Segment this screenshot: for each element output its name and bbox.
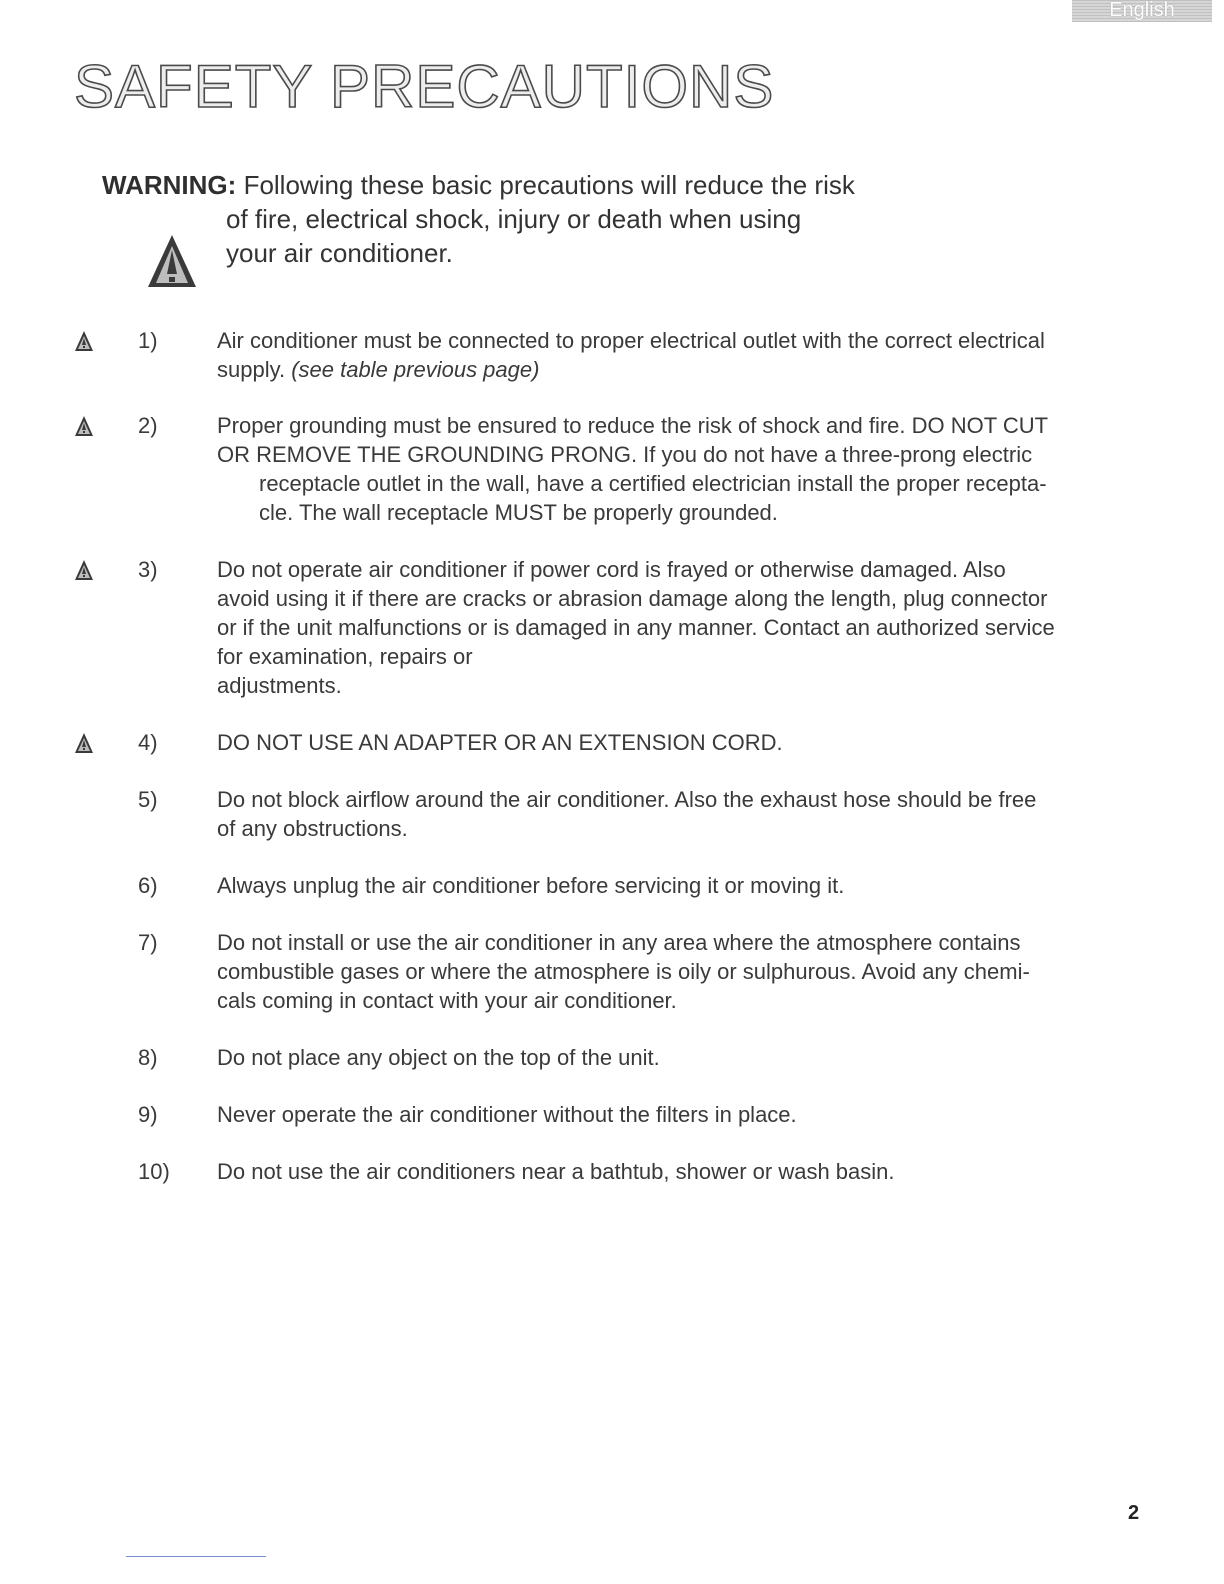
warning-triangle-icon — [74, 330, 94, 352]
page-number: 2 — [1128, 1502, 1140, 1524]
item-text — [217, 871, 1157, 900]
item-text — [217, 1100, 1157, 1129]
item-text-line: Proper grounding must be ensured to reduce the risk of shock and fire. DO NOT CUT — [217, 413, 1049, 438]
item-text-line: OR REMOVE THE GROUNDING PRONG. If you do not have a three-prong electric — [217, 442, 1033, 467]
item-text-line: avoid using it if there are cracks or abrasion damage along the length, plug connector — [217, 586, 1048, 611]
item-text-line: Always unplug the air conditioner before servicing it or moving it. — [217, 873, 845, 898]
item-text-line: Do not use the air conditioners near a bathtub, shower or wash basin. — [217, 1159, 895, 1184]
item-text-line: Never operate the air conditioner without the filters in place. — [217, 1102, 797, 1127]
warning-triangle-icon — [74, 415, 94, 437]
item-text — [217, 728, 1157, 757]
item-number: 10) — [138, 1159, 170, 1184]
item-number: 4) — [138, 730, 158, 755]
item-text-line: of any obstructions. — [217, 816, 408, 841]
item-lead-in: supply. — [217, 357, 292, 382]
item-text — [217, 928, 1157, 1015]
list-item — [0, 785, 1224, 843]
warning-text-line: your air conditioner. — [226, 238, 453, 268]
footer-rule — [126, 1556, 266, 1557]
item-text-line: cals coming in contact with your air conditioner. — [217, 988, 677, 1013]
page-title: SAFETY PRECAUTIONS — [74, 53, 775, 120]
language-tab: English — [1072, 0, 1212, 22]
item-number: 1) — [138, 328, 158, 353]
warning-line-1 — [102, 168, 1002, 202]
item-number: 2) — [138, 413, 158, 438]
item-text-line: cle. The wall receptacle MUST be properly grounded. — [259, 500, 778, 525]
item-text-line: DO NOT USE AN ADAPTER OR AN EXTENSION CORD. — [217, 730, 783, 755]
warning-text-line: of fire, electrical shock, injury or death when using — [226, 204, 802, 234]
list-item — [0, 728, 1224, 757]
item-text-line: Do not operate air conditioner if power cord is frayed or otherwise damaged. Also — [217, 557, 1006, 582]
item-text-line: or if the unit malfunctions or is damaged in any manner. Contact an authorized service — [217, 615, 1055, 640]
warning-block — [102, 168, 1002, 270]
item-text — [217, 1157, 1157, 1186]
item-text — [217, 555, 1157, 700]
item-text-line: for examination, repairs or — [217, 644, 473, 669]
item-number: 6) — [138, 873, 158, 898]
precautions-list — [0, 326, 1224, 1186]
item-text — [217, 1043, 1157, 1072]
warning-text-line: Following these basic precautions will reduce the risk — [243, 170, 855, 200]
item-text-line — [217, 355, 1157, 384]
item-text — [217, 411, 1157, 527]
warning-triangle-icon — [74, 732, 94, 754]
list-item — [0, 411, 1224, 527]
list-item — [0, 555, 1224, 700]
item-text — [217, 785, 1157, 843]
item-number: 8) — [138, 1045, 158, 1070]
item-text-line: receptacle outlet in the wall, have a certified electrician install the proper recepta- — [259, 471, 1047, 496]
item-number: 9) — [138, 1102, 158, 1127]
item-text — [217, 326, 1157, 384]
item-text-line: combustible gases or where the atmosphere is oily or sulphurous. Avoid any chemi- — [217, 959, 1030, 984]
item-number: 3) — [138, 557, 158, 582]
warning-triangle-icon — [74, 559, 94, 581]
list-item — [0, 1100, 1224, 1129]
list-item — [0, 928, 1224, 1015]
item-text-line: Do not install or use the air conditioner in any area where the atmosphere contains — [217, 930, 1021, 955]
list-item — [0, 1043, 1224, 1072]
warning-triangle-icon — [146, 232, 198, 290]
item-reference-note: (see table previous page) — [291, 357, 540, 382]
item-text-line: Do not place any object on the top of the unit. — [217, 1045, 660, 1070]
item-text-line: Do not block airflow around the air conditioner. Also the exhaust hose should be free — [217, 787, 1037, 812]
item-text-line: Air conditioner must be connected to proper electrical outlet with the correct electrical — [217, 328, 1045, 353]
warning-label: WARNING: — [102, 170, 237, 200]
item-text-line: adjustments. — [217, 673, 342, 698]
list-item — [0, 326, 1224, 384]
item-number: 7) — [138, 930, 158, 955]
item-number: 5) — [138, 787, 158, 812]
list-item — [0, 1157, 1224, 1186]
list-item — [0, 871, 1224, 900]
